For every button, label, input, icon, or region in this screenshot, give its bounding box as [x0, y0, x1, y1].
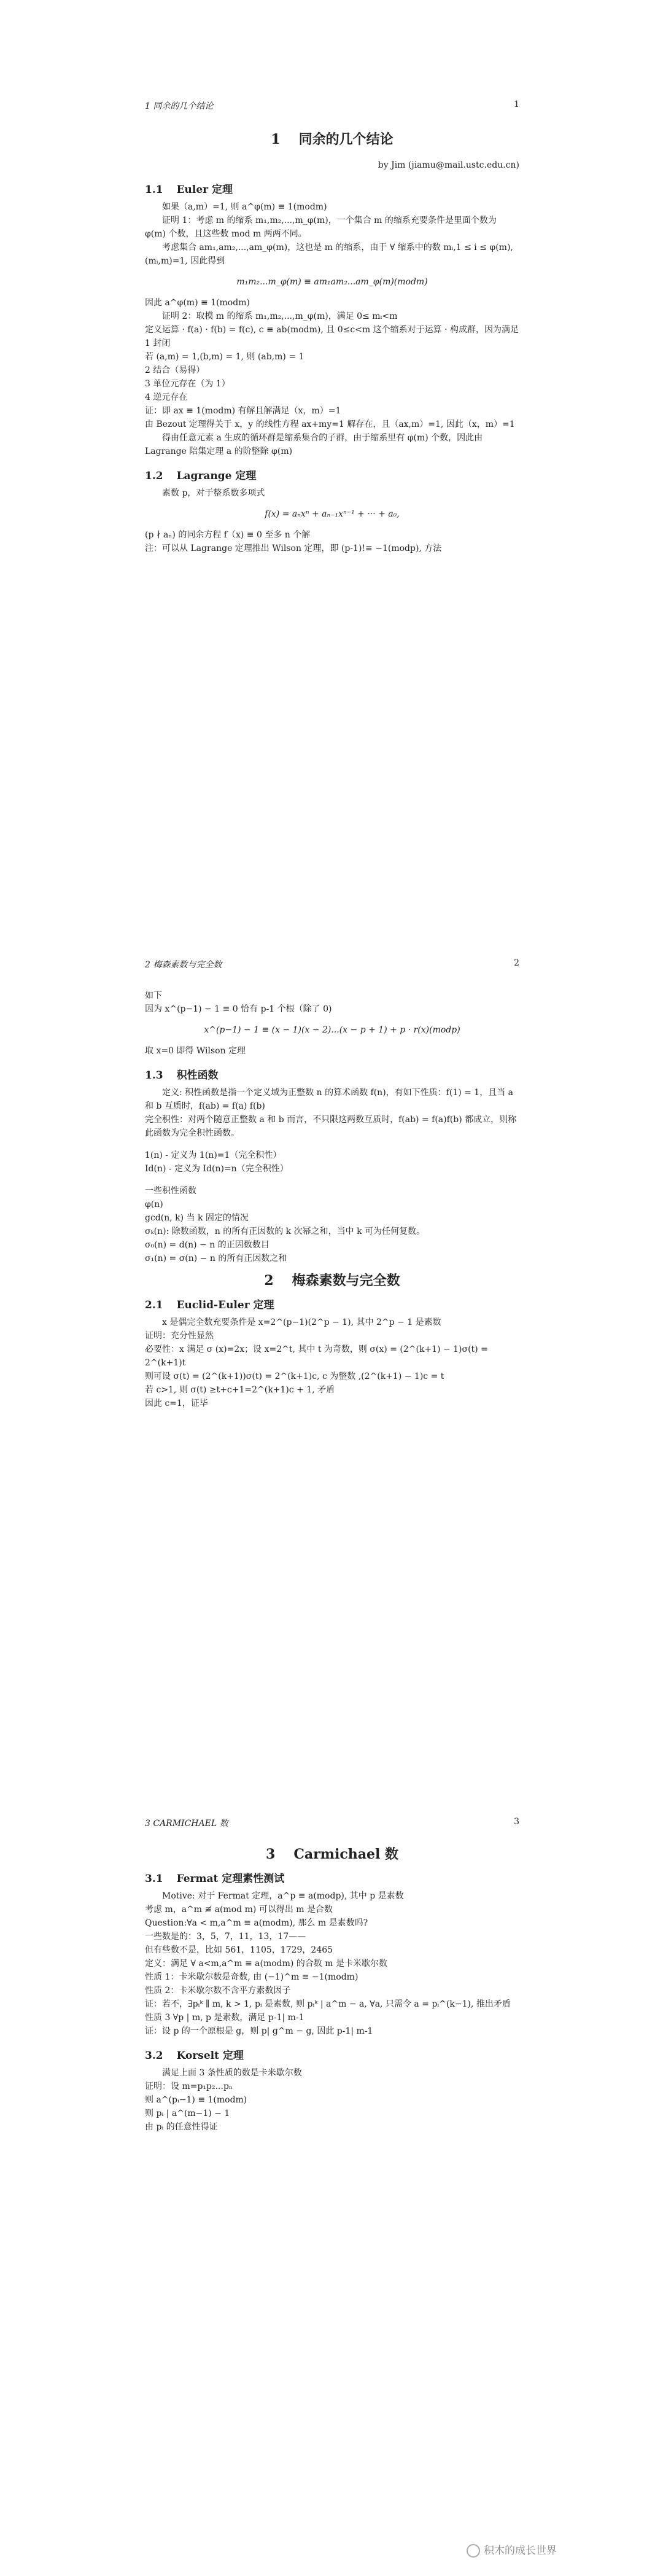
text-line: Motive: 对于 Fermat 定理，a^p ≡ a(modp), 其中 p 是素数: [162, 1891, 404, 1901]
watermark: [467, 2542, 557, 2558]
text-line: 证：即 ax ≡ 1(modm) 有解且解满足（x，m）=1: [145, 406, 341, 416]
text-line: 定义：满足 ∀ a<m,a^m ≡ a(modm) 的合数 m 是卡米歇尔数: [145, 1959, 387, 1969]
wechat-logo-icon: [467, 2544, 480, 2558]
text-line: 考虑集合 am₁,am₂,...,am_φ(m)，这也是 m 的缩系，由于 ∀ 缩系中的数 mᵢ,1 ≤ i ≤ φ(m),(mᵢ,m)=1, 因此得到: [145, 243, 513, 266]
equation: m₁m₂...m_φ(m) ≡ am₁am₂...am_φ(m)(modm): [236, 277, 428, 287]
text-line: 定义: 积性函数是指一个定义域为正整数 n 的算术函数 f(n)，有如下性质：f(1) = 1，且当 a 和 b 互质时，f(ab) = f(a) f(b): [145, 1088, 514, 1111]
text-line: 如下: [145, 991, 162, 1001]
text-line: 证明 1：考虑 m 的缩系 m₁,m₂,...,m_φ(m)，一个集合 m 的缩系充要条件是里面个数为 φ(m) 个数，且这些数 mod m 两两不同。: [145, 216, 497, 239]
text-line: 2 结合（易得）: [145, 365, 205, 375]
equation: f(x) = aₙxⁿ + aₙ₋₁xⁿ⁻¹ + ··· + a₀,: [265, 509, 400, 519]
page-number: 2: [514, 958, 519, 968]
text-line: Id(n) - 定义为 Id(n)=n（完全积性）: [145, 1164, 289, 1174]
page-3: [0, 1717, 663, 2576]
header-title: 3 CARMICHAEL 数: [145, 1819, 228, 1829]
section-title: 3 Carmichael 数: [266, 1846, 398, 1862]
text-line: x 是偶完全数充要条件是 x=2^(p−1)(2^p − 1), 其中 2^p − 1 是素数: [162, 1317, 441, 1327]
running-header: [145, 100, 519, 112]
running-header: [145, 1817, 519, 1829]
text-line: (p ∤ aₙ) 的同余方程 f（x) ≡ 0 至多 n 个解: [145, 530, 311, 540]
text-line: 性质 2：卡米歇尔数不含平方素数因子: [145, 1986, 291, 1996]
text-line: 素数 p，对于整系数多项式: [162, 488, 265, 498]
text-line: 因此 a^φ(m) ≡ 1(modm): [145, 298, 250, 308]
header-title: 1 同余的几个结论: [145, 101, 214, 111]
text-line: 则 pᵢ | a^(m−1) − 1: [145, 2109, 230, 2118]
text-line: 证明：充分性显然: [145, 1331, 214, 1341]
text-line: 性质 3 ∀p | m, p 是素数，满足 p-1| m-1: [145, 2013, 304, 2023]
text-line: 得由任意元素 a 生成的循环群是缩系集合的子群，由于缩系里有 φ(m) 个数，因此由 Lagrange 陪集定理 a 的阶整除 φ(m): [145, 433, 483, 456]
page-number: 1: [514, 100, 519, 109]
subsection-title: 1.3 积性函数: [145, 1069, 219, 1082]
page-1-content: [145, 133, 519, 555]
text-line: 因此 c=1，证毕: [145, 1399, 208, 1408]
text-line: 注：可以从 Lagrange 定理推出 Wilson 定理，即 (p-1)!≡ −1(modp), 方法: [145, 544, 442, 553]
author-line: by Jim (jiamu@mail.ustc.edu.cn): [378, 160, 519, 170]
text-line: 证明：设 m=p₁p₂...pₙ: [145, 2082, 233, 2091]
text-line: 则 a^(pᵢ−1) ≡ 1(modm): [145, 2095, 247, 2105]
text-line: Question:∀a < m,a^m ≡ a(modm), 那么 m 是素数吗?: [145, 1918, 368, 1928]
text-line: 性质 1：卡米歇尔数是奇数, 由 (−1)^m ≡ −1(modm): [145, 1972, 359, 1982]
text-line: σ₀(n) = d(n) − n 的正因数数目: [145, 1240, 269, 1250]
text-line: 证：若不，∃pᵢᵏ ∥ m, k > 1, pᵢ 是素数, 则 pᵢᵏ | a^m − a, ∀a, 只需令 a = pᵢ^(k−1), 推出矛盾: [145, 1999, 511, 2009]
page-1: [0, 0, 663, 859]
text-line: gcd(n, k) 当 k 固定的情况: [145, 1213, 249, 1223]
text-line: 由 pᵢ 的任意性得证: [145, 2122, 218, 2132]
subsection-title: 2.1 Euclid-Euler 定理: [145, 1299, 274, 1311]
text-line: 证明 2：取模 m 的缩系 m₁,m₂,...,m_φ(m)，满足 0≤ mᵢ<m: [162, 311, 398, 321]
watermark-text: 积木的成长世界: [484, 2545, 557, 2557]
subsection-title: 1.2 Lagrange 定理: [145, 470, 257, 482]
text-line: 但有些数不是，比如 561，1105，1729，2465: [145, 1945, 333, 1955]
text-line: 1(n) - 定义为 1(n)=1（完全积性）: [145, 1150, 282, 1160]
text-line: 证：设 p 的一个原根是 g，则 p| g^m − g, 因此 p-1| m-1: [145, 2026, 373, 2036]
text-line: 因为 x^(p−1) − 1 ≡ 0 恰有 p-1 个根（除了 0): [145, 1004, 332, 1014]
running-header: [145, 958, 519, 970]
header-title: 2 梅森素数与完全数: [145, 960, 222, 970]
text-line: 1 封闭: [145, 338, 171, 348]
text-line: 必要性：x 满足 σ (x)=2x；设 x=2^t, 其中 t 为奇数，则 σ(x) = (2^(k+1) − 1)σ(t) = 2^(k+1)t: [145, 1345, 488, 1368]
section-title: 1 同余的几个结论: [271, 131, 394, 147]
text-line: 若 c>1, 则 σ(t) ≥t+c+1=2^(k+1)c + 1, 矛盾: [145, 1385, 335, 1395]
text-line: 则可设 σ(t) = (2^(k+1))σ(t) = 2^(k+1)c, c 为整数 ,(2^(k+1) − 1)c = t: [145, 1372, 444, 1381]
equation: x^(p−1) − 1 ≡ (x − 1)(x − 2)...(x − p + 1) + p · r(x)(modp): [204, 1025, 460, 1035]
text-line: 完全积性：对两个随意正整数 a 和 b 而言，不只限这两数互质时，f(ab) = f(a)f(b) 都成立，则称此函数为完全积性函数。: [145, 1115, 517, 1138]
text-line: σₖ(n): 除数函数，n 的所有正因数的 k 次幂之和，当中 k 可为任何复数。: [145, 1227, 425, 1236]
text-line: 一些数是的：3，5，7，11，13，17——: [145, 1932, 306, 1942]
text-line: σ₁(n) = σ(n) − n 的所有正因数之和: [145, 1254, 287, 1263]
page-2-content: [145, 989, 519, 1410]
subsection-title: 3.1 Fermat 定理素性测试: [145, 1873, 285, 1885]
subsection-title: 1.1 Euler 定理: [145, 184, 233, 196]
text-line: 3 单位元存在（为 1）: [145, 379, 230, 389]
text-line: 取 x=0 即得 Wilson 定理: [145, 1046, 246, 1056]
text-line: 由 Bezout 定理得关于 x，y 的线性方程 ax+my=1 解存在，且（ax,m）=1, 因此（x，m）=1: [145, 420, 515, 429]
text-line: 考虑 m，a^m ≢ a(mod m) 可以得出 m 是合数: [145, 1905, 333, 1914]
section-title: 2 梅森素数与完全数: [264, 1273, 400, 1289]
text-line: 如果（a,m）=1, 则 a^φ(m) ≡ 1(modm): [162, 202, 327, 212]
page-3-content: [145, 1848, 519, 2134]
page-2: [0, 859, 663, 1717]
text-line: 定义运算 · f(a) · f(b) = f(c), c ≡ ab(modm), 且 0≤c<m 这个缩系对于运算 · 构成群，因为满足: [145, 325, 519, 335]
text-line: 若 (a,m) = 1,(b,m) = 1, 则 (ab,m) = 1: [145, 352, 304, 362]
text-line: φ(n): [145, 1200, 163, 1209]
text-line: 4 逆元存在: [145, 392, 188, 402]
text-line: 一些积性函数: [145, 1186, 196, 1196]
subsection-title: 3.2 Korselt 定理: [145, 2050, 244, 2062]
text-line: 满足上面 3 条性质的数是卡米歇尔数: [162, 2068, 302, 2078]
page-number: 3: [514, 1817, 519, 1827]
